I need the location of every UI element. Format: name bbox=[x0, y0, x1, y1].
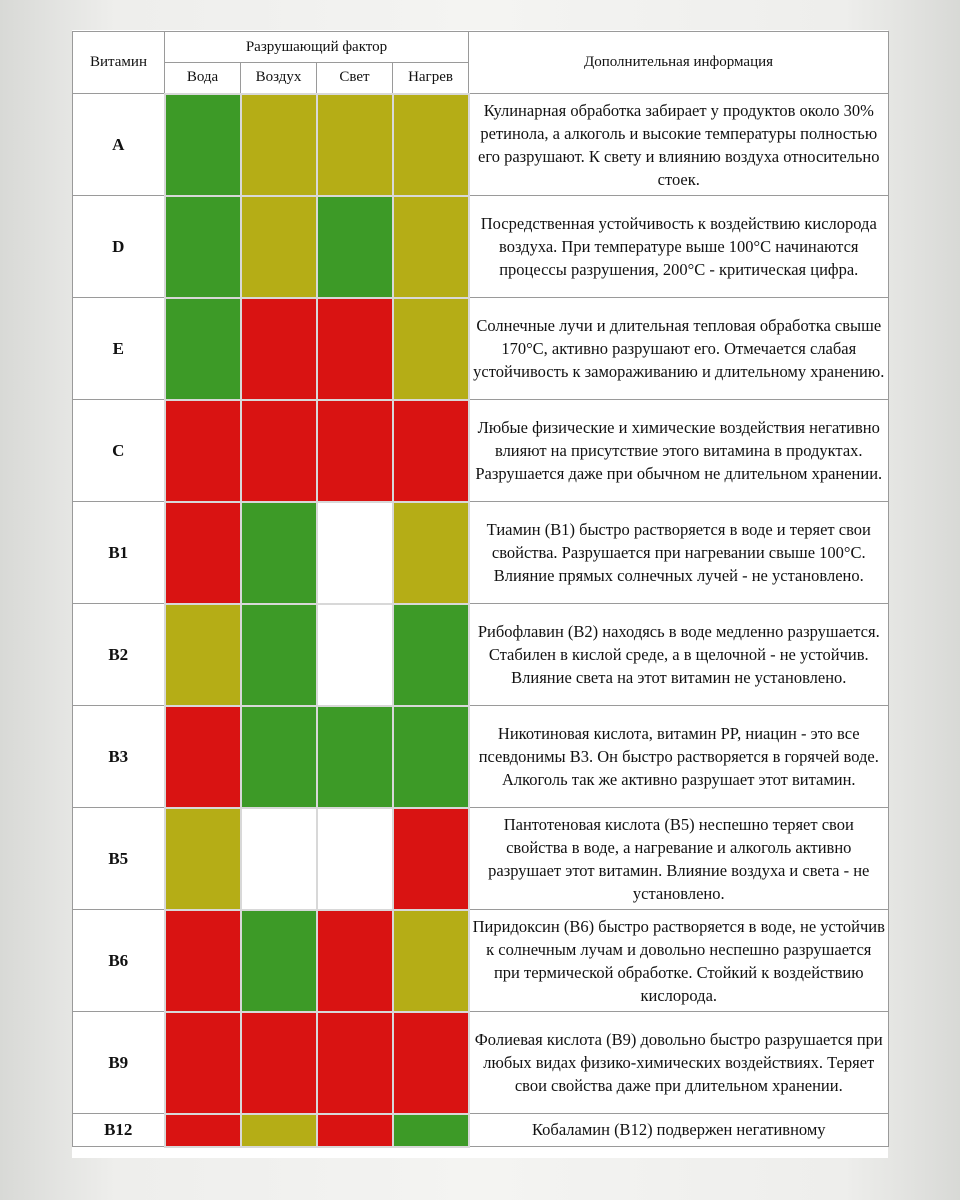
level-cell-air bbox=[241, 706, 317, 808]
info-text: Тиамин (В1) быстро растворяется в воде и теряет свои свойства. Разрушается при нагревании свыше 100°C. Влияние прямых солнечных лучей - не установлено. bbox=[469, 502, 889, 604]
header-factor-heat: Нагрев bbox=[393, 63, 469, 94]
table-row bbox=[73, 94, 889, 196]
level-cell-heat bbox=[393, 502, 469, 604]
level-cell-heat bbox=[393, 706, 469, 808]
vitamin-name: B1 bbox=[73, 502, 165, 604]
table-row bbox=[73, 910, 889, 1012]
header-factor-water: Вода bbox=[165, 63, 241, 94]
level-cell-water bbox=[165, 808, 241, 910]
level-cell-water bbox=[165, 604, 241, 706]
header-additional-info: Дополнительная информация bbox=[469, 32, 889, 94]
level-cell-light bbox=[317, 910, 393, 1012]
vitamin-stability-table bbox=[72, 31, 889, 1148]
level-cell-water bbox=[165, 706, 241, 808]
info-text: Рибофлавин (В2) находясь в воде медленно разрушается. Стабилен в кислой среде, а в щелочной - не устойчив. Влияние света на этот витамин не установлено. bbox=[469, 604, 889, 706]
info-text: Фолиевая кислота (В9) довольно быстро разрушается при любых видах физико-химических воздействиях. Теряет свои свойства даже при длительном хранении. bbox=[469, 1012, 889, 1114]
level-cell-air bbox=[241, 400, 317, 502]
table-row bbox=[73, 196, 889, 298]
level-cell-light bbox=[317, 502, 393, 604]
level-cell-heat bbox=[393, 1012, 469, 1114]
vitamin-name: A bbox=[73, 94, 165, 196]
level-cell-water bbox=[165, 502, 241, 604]
info-text: Кобаламин (В12) подвержен негативному bbox=[469, 1114, 889, 1147]
level-cell-water bbox=[165, 1012, 241, 1114]
info-text: Пиридоксин (В6) быстро растворяется в воде, не устойчив к солнечным лучам и довольно неспешно разрушается при термической обработке. Стойкий к воздействию кислорода. bbox=[469, 910, 889, 1012]
level-cell-heat bbox=[393, 400, 469, 502]
table-row bbox=[73, 1012, 889, 1114]
table-row bbox=[73, 400, 889, 502]
vitamin-name: D bbox=[73, 196, 165, 298]
level-cell-water bbox=[165, 910, 241, 1012]
table-row bbox=[73, 502, 889, 604]
level-cell-air bbox=[241, 808, 317, 910]
vitamin-name: E bbox=[73, 298, 165, 400]
level-cell-heat bbox=[393, 1114, 469, 1147]
table-row bbox=[73, 808, 889, 910]
level-cell-light bbox=[317, 1012, 393, 1114]
level-cell-heat bbox=[393, 808, 469, 910]
table-row bbox=[73, 1114, 889, 1147]
level-cell-water bbox=[165, 196, 241, 298]
level-cell-air bbox=[241, 604, 317, 706]
header-destroying-factor: Разрушающий фактор bbox=[165, 32, 469, 63]
info-text: Любые физические и химические воздействия негативно влияют на присутствие этого витамина в продуктах. Разрушается даже при обычном не длительном хранении. bbox=[469, 400, 889, 502]
level-cell-light bbox=[317, 1114, 393, 1147]
header-factor-light: Свет bbox=[317, 63, 393, 94]
level-cell-heat bbox=[393, 94, 469, 196]
level-cell-light bbox=[317, 706, 393, 808]
level-cell-air bbox=[241, 502, 317, 604]
level-cell-heat bbox=[393, 910, 469, 1012]
header-vitamin: Витамин bbox=[73, 32, 165, 94]
info-text: Кулинарная обработка забирает у продуктов около 30% ретинола, а алкоголь и высокие температуры полностью его разрушают. К свету и влиянию воздуха относительно стоек. bbox=[469, 94, 889, 196]
level-cell-air bbox=[241, 196, 317, 298]
vitamin-name: B5 bbox=[73, 808, 165, 910]
info-text: Пантотеновая кислота (В5) неспешно теряет свои свойства в воде, а нагревание и алкоголь активно разрушает этот витамин. Влияние воздуха и света - не установлено. bbox=[469, 808, 889, 910]
level-cell-light bbox=[317, 808, 393, 910]
level-cell-water bbox=[165, 1114, 241, 1147]
level-cell-air bbox=[241, 1012, 317, 1114]
table-body bbox=[73, 94, 889, 1147]
info-text: Посредственная устойчивость к воздействию кислорода воздуха. При температуре выше 100°C начинаются процессы разрушения, 200°C - критическая цифра. bbox=[469, 196, 889, 298]
level-cell-water bbox=[165, 298, 241, 400]
level-cell-light bbox=[317, 196, 393, 298]
level-cell-water bbox=[165, 400, 241, 502]
table-row bbox=[73, 604, 889, 706]
info-text: Никотиновая кислота, витамин PP, ниацин - это все псевдонимы В3. Он быстро растворяется в горячей воде. Алкоголь так же активно разрушает этот витамин. bbox=[469, 706, 889, 808]
vitamin-name: B9 bbox=[73, 1012, 165, 1114]
level-cell-air bbox=[241, 298, 317, 400]
level-cell-heat bbox=[393, 196, 469, 298]
vitamin-name: B6 bbox=[73, 910, 165, 1012]
vitamin-name: B12 bbox=[73, 1114, 165, 1147]
level-cell-heat bbox=[393, 604, 469, 706]
header-factor-air: Воздух bbox=[241, 63, 317, 94]
vitamin-name: B2 bbox=[73, 604, 165, 706]
level-cell-air bbox=[241, 94, 317, 196]
level-cell-light bbox=[317, 94, 393, 196]
level-cell-light bbox=[317, 400, 393, 502]
level-cell-light bbox=[317, 298, 393, 400]
level-cell-air bbox=[241, 910, 317, 1012]
level-cell-water bbox=[165, 94, 241, 196]
table-row bbox=[73, 706, 889, 808]
level-cell-air bbox=[241, 1114, 317, 1147]
level-cell-heat bbox=[393, 298, 469, 400]
vitamin-name: C bbox=[73, 400, 165, 502]
info-text: Солнечные лучи и длительная тепловая обработка свыше 170°C, активно разрушают его. Отмечается слабая устойчивость к замораживанию и длительному хранению. bbox=[469, 298, 889, 400]
level-cell-light bbox=[317, 604, 393, 706]
table-row bbox=[73, 298, 889, 400]
vitamin-name: B3 bbox=[73, 706, 165, 808]
